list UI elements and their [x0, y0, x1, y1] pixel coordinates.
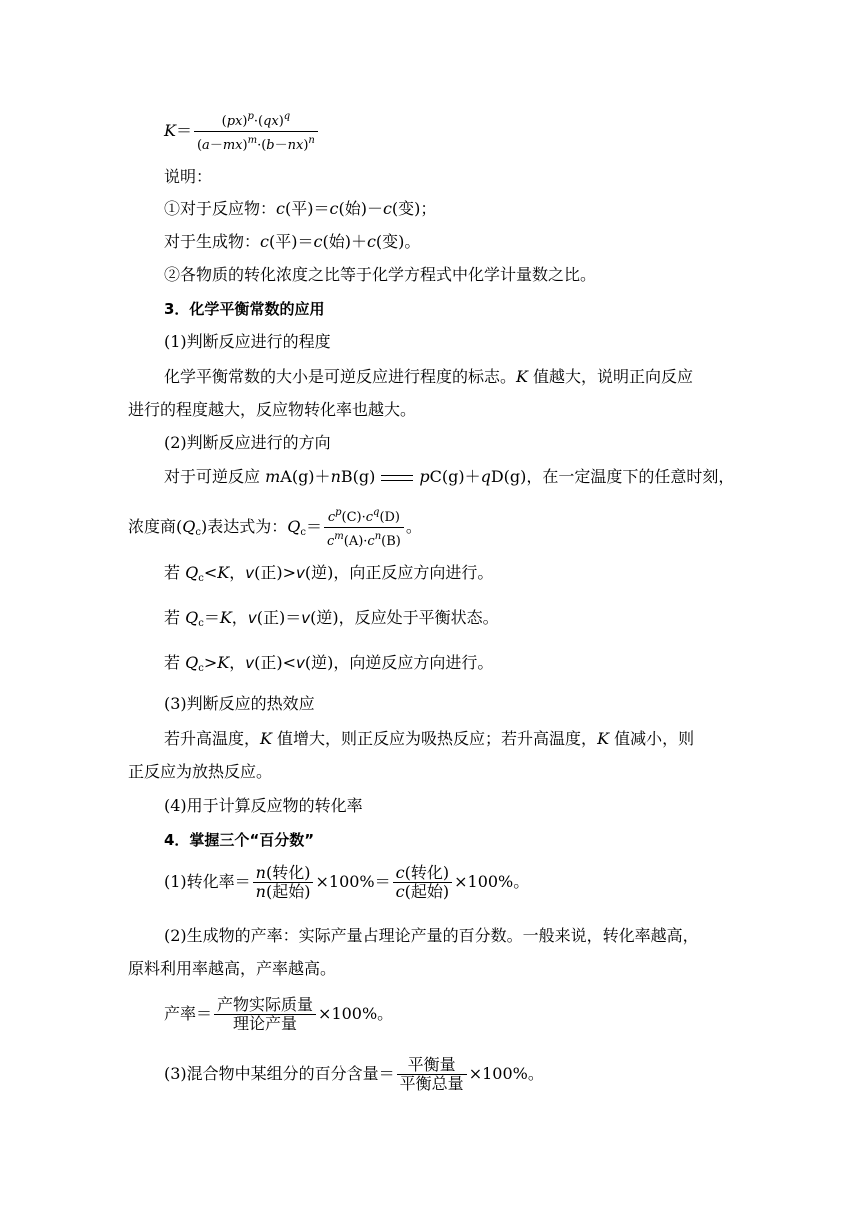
sub-4-heading: (4)用于计算反应物的转化率 — [164, 796, 363, 815]
mixture-fraction: $\frac{\text{平衡量}}{\text{平衡总量}}$ — [397, 1056, 467, 1093]
k-formula: K＝ $\frac{(px)^p\cdot(qx)^q}{(a-mx)^m\cdot(b-nx)^n}$ — [164, 108, 320, 155]
case-qc-equal-k: 若 $Q_c=K$，v(正)＝v(逆)，反应处于平衡状态。 — [164, 608, 499, 629]
mixture-percentage-formula: (3)混合物中某组分的百分含量＝ $\frac{\text{平衡量}}{\text{平衡总量}}$ ×100%。 — [164, 1055, 544, 1093]
case-qc-less-k: 若 $Q_c<K$，v(正)>v(逆)，向正反应方向进行。 — [164, 563, 494, 584]
conversion-rate-formula: (1)转化率＝ $\frac{\text{n(转化)}}{\text{n(起始)}}$ ×100%＝ $\frac{\text{c(转化)}}{\text{c(起始)}}$ ×100%。 — [164, 863, 530, 901]
qc-expression-line: 浓度商$(Q_c)$表达式为：$Q_c=$ $\frac{c^p(C)\cdot c^q(D)}{c^m(A)\cdot c^n(B)}$ 。 — [128, 504, 422, 551]
section-3-heading: 3．化学平衡常数的应用 — [164, 300, 325, 318]
sub-3-heading: (3)判断反应的热效应 — [164, 694, 315, 713]
conversion-fraction-n: $\frac{\text{n(转化)}}{\text{n(起始)}}$ — [253, 864, 314, 901]
explain-label: 说明： — [164, 167, 213, 186]
yield-paragraph-b: 原料利用率越高，产率越高。 — [128, 959, 337, 978]
reaction-line: 对于可逆反应 mA(g)＋nB(g) pC(g)＋qD(g)，在一定温度下的任意时刻， — [164, 467, 735, 486]
reversible-arrow-icon — [379, 473, 415, 483]
paragraph-1a: 化学平衡常数的大小是可逆反应进行程度的标志。K 值越大，说明正向反应 — [164, 367, 694, 386]
yield-fraction: $\frac{\text{产物实际质量}}{\text{理论产量}}$ — [214, 996, 316, 1033]
sub-1-heading: (1)判断反应进行的程度 — [164, 332, 331, 351]
sub-2-heading: (2)判断反应进行的方向 — [164, 433, 331, 452]
rule-reactant: ①对于反应物：c(平)＝c(始)－c(变)； — [164, 199, 437, 218]
paragraph-3b: 正反应为放热反应。 — [128, 762, 273, 781]
yield-paragraph-a: (2)生成物的产率：实际产量占理论产量的百分数。一般来说，转化率越高， — [164, 926, 699, 945]
case-qc-greater-k: 若 $Q_c>K$，v(正)<v(逆)，向逆反应方向进行。 — [164, 653, 494, 674]
paragraph-1b: 进行的程度越大，反应物转化率也越大。 — [128, 400, 417, 419]
section-4-heading: 4．掌握三个“百分数” — [164, 831, 315, 849]
conversion-fraction-c: $\frac{\text{c(转化)}}{\text{c(起始)}}$ — [393, 864, 452, 901]
rule-ratio: ②各物质的转化浓度之比等于化学方程式中化学计量数之比。 — [164, 265, 597, 284]
qc-fraction: $\frac{c^p(C)\cdot c^q(D)}{c^m(A)\cdot c^n(B)}$ — [324, 504, 404, 551]
rule-product: 对于生成物：c(平)＝c(始)＋c(变)。 — [164, 232, 421, 251]
yield-formula: 产率＝ $\frac{\text{产物实际质量}}{\text{理论产量}}$ ×100%。 — [164, 995, 394, 1033]
k-fraction: $\frac{(px)^p\cdot(qx)^q}{(a-mx)^m\cdot(b-nx)^n}$ — [194, 108, 318, 155]
paragraph-3a: 若升高温度，K 值增大，则正反应为吸热反应；若升高温度，K 值减小，则 — [164, 729, 695, 748]
